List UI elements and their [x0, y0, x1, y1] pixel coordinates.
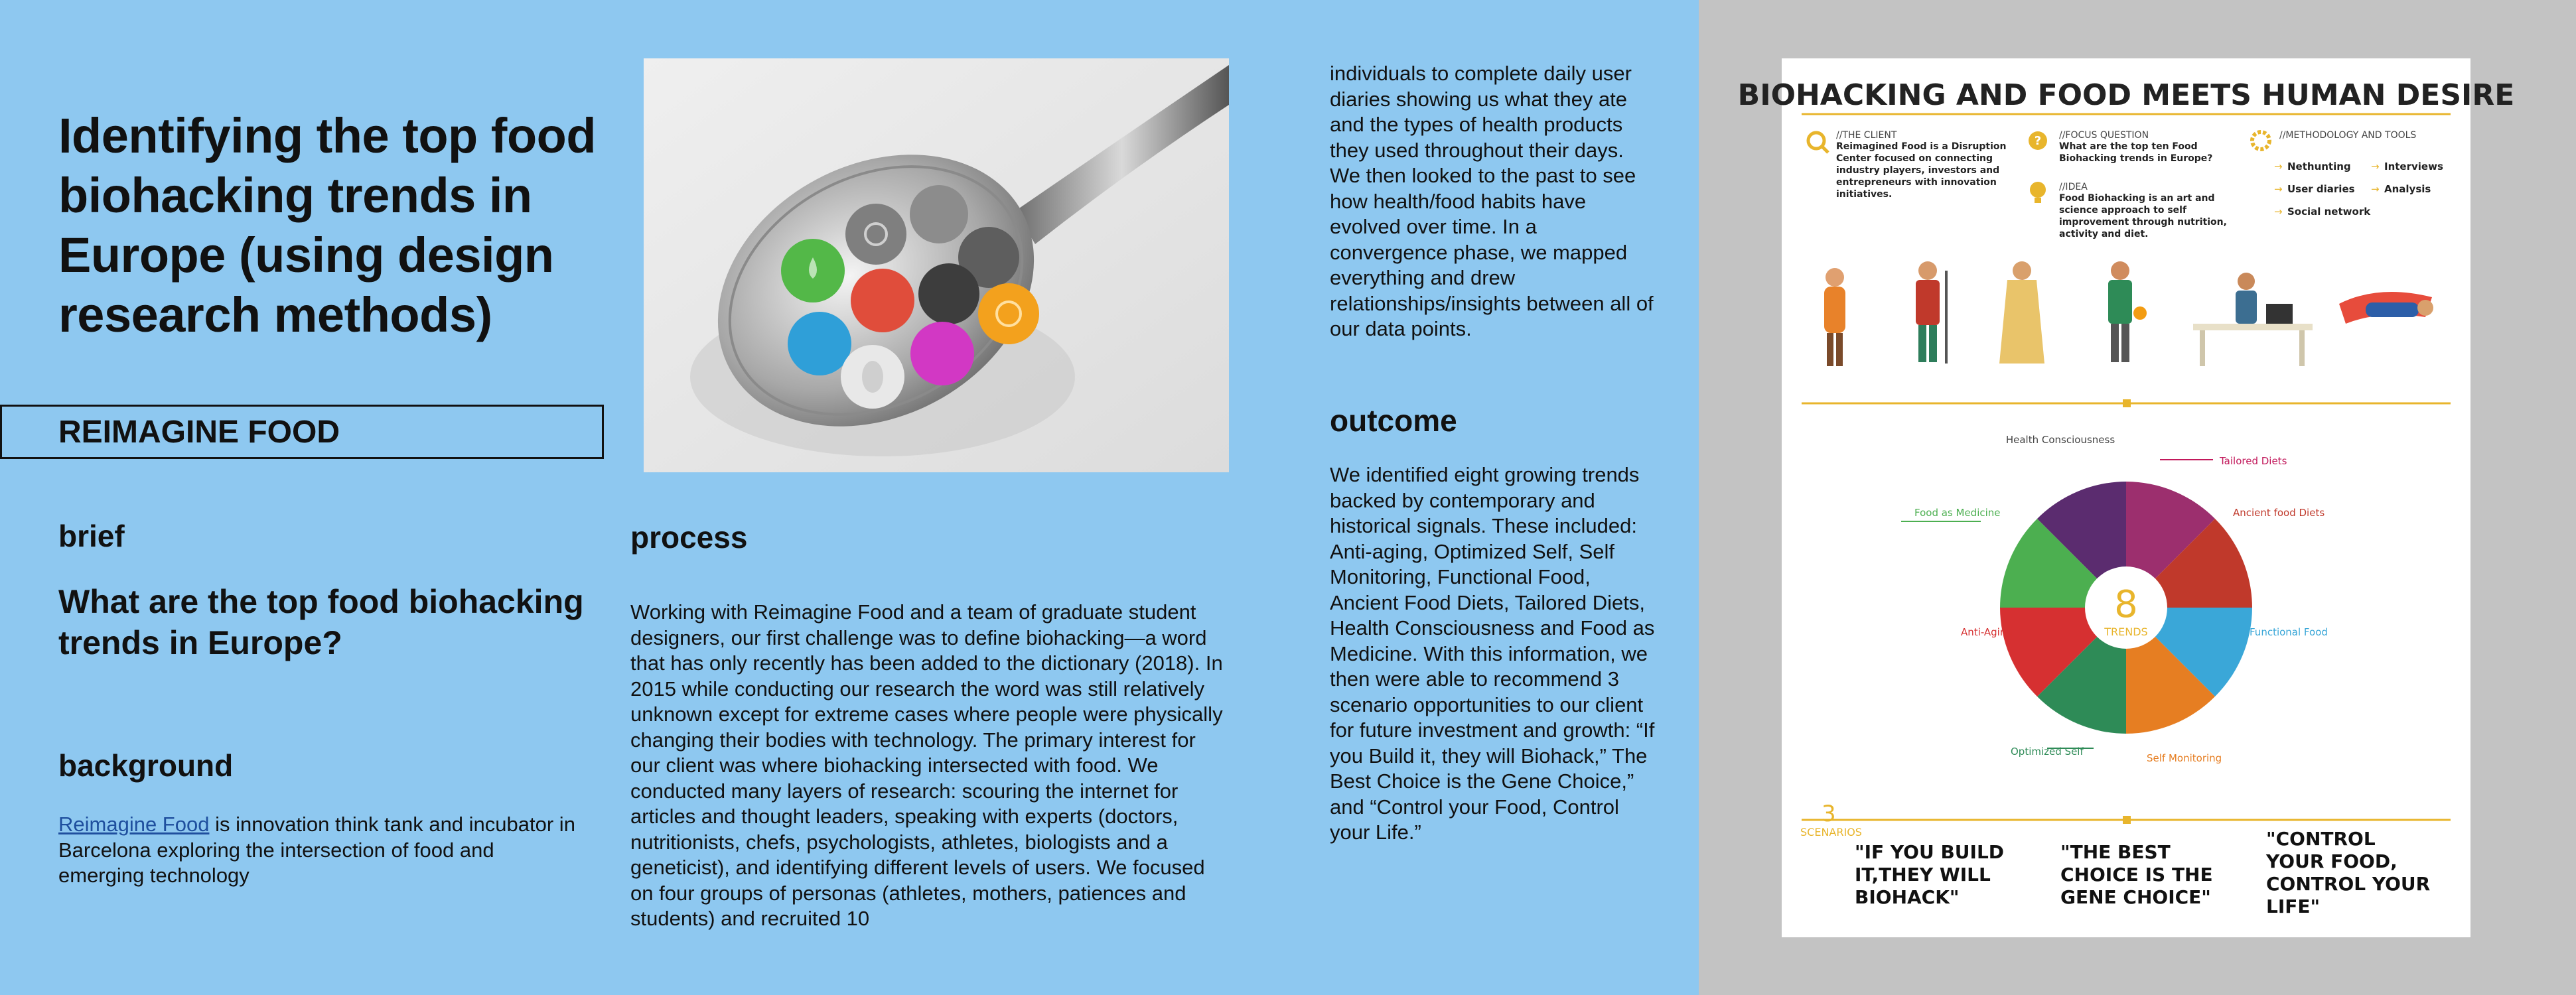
historical-figures-illustration	[1824, 261, 2433, 366]
methods-label: //METHODOLOGY AND TOOLS	[2279, 130, 2417, 141]
client-text: Reimagined Food is a Disruption Center focused on connecting industry players, investors and entrepreneurs with innovation initiatives.	[1836, 141, 2007, 200]
method-item: Nethunting	[2287, 161, 2351, 172]
trend-wheel	[2000, 482, 2252, 734]
svg-text:→: →	[2274, 206, 2283, 218]
svg-text:Functional Food: Functional Food	[2250, 626, 2328, 638]
svg-text:→: →	[2274, 161, 2283, 172]
svg-text:Anti-Aging: Anti-Aging	[1961, 626, 2013, 638]
client-label: //THE CLIENT	[1836, 130, 1897, 141]
scenarios-word: SCENARIOS	[1800, 826, 1862, 838]
focus-label: //FOCUS QUESTION	[2059, 130, 2149, 141]
svg-text:→: →	[2274, 183, 2283, 195]
svg-text:Food as Medicine: Food as Medicine	[1914, 507, 2001, 519]
svg-text:Self Monitoring: Self Monitoring	[2147, 752, 2222, 764]
outcome-text: We identified eight growing trends backed by contemporary and historical signals. These included: Anti-aging, Optimized Self, Self Monitoring, Functional Food, Ancient Food Diets, Tailored Diets, Health Consciousness and Food as Medicine. With this information, we then were able to recommend 3 scenario opportunities to our client for future investment and growth: “If you Build it, they will Biohack,” The Best Choice is the Gene Choice,” and “Control your Food, Control your Life.”	[1330, 463, 1655, 844]
page-title: Identifying the top food biohacking trends in Europe (using design research methods)	[58, 108, 597, 342]
reimagine-food-link[interactable]: Reimagine Food	[58, 813, 210, 836]
scenario-1: "IF YOU BUILD IT,THEY WILL BIOHACK"	[1855, 841, 2005, 908]
poster-methods-block	[2252, 130, 2443, 218]
svg-text:Tailored Diets: Tailored Diets	[2220, 455, 2287, 467]
background-body: is innovation think tank and incubator in Barcelona exploring the intersection of food and emerging technology	[58, 813, 575, 887]
poster-focus-block	[2029, 130, 2252, 239]
brief-heading: brief	[58, 519, 125, 553]
method-item: Interviews	[2384, 161, 2443, 172]
outcome-heading: outcome	[1330, 403, 1457, 438]
svg-text:Health Consciousness: Health Consciousness	[2005, 434, 2115, 446]
method-item: Social network	[2287, 206, 2371, 218]
svg-text:?: ?	[2034, 134, 2042, 148]
poster-client-block	[1808, 130, 2015, 214]
process-text-continued: individuals to complete daily user diaries showing us what they ate and the types of health products they used throughout their days. We then looked to the past to see how health/food habits have evolved over time. In a convergence phase, we mapped everything and drew relationships/insights between all of our data points.	[1330, 62, 1654, 340]
process-heading: process	[630, 520, 748, 555]
idea-text: Food Biohacking is an art and science approach to self improvement through nutrition, activity and diet.	[2059, 193, 2227, 239]
infographic-poster	[1737, 58, 2515, 937]
idea-label: //IDEA	[2059, 182, 2088, 192]
wheel-number: 8	[2114, 583, 2138, 626]
method-item: Analysis	[2384, 183, 2431, 195]
wheel-word: TRENDS	[2104, 626, 2148, 638]
background-heading: background	[58, 748, 234, 783]
scenario-3: "CONTROL YOUR FOOD, CONTROL YOUR LIFE"	[2266, 828, 2431, 917]
scenario-2: "THE BEST CHOICE IS THE GENE CHOICE"	[2060, 841, 2213, 908]
gear-icon	[2252, 132, 2269, 149]
background-text	[58, 812, 576, 889]
spoon-pills-image	[644, 58, 1229, 472]
focus-text: What are the top ten Food Biohacking trends in Europe?	[2059, 141, 2213, 164]
lightbulb-icon	[2030, 182, 2046, 198]
scenarios-number: 3	[1822, 801, 1836, 827]
client-name: REIMAGINE FOOD	[58, 415, 340, 450]
process-text: Working with Reimagine Food and a team of graduate student designers, our first challenge was to define biohacking—a word that has only recently has been added to the dictionary (2018). In 2015 while conducting our research the word was still relatively unknown except for extreme cases where people were physically changing their bodies with technology. The primary interest for our client was where biohacking intersected with food. We conducted many layers of research: scouring the internet for articles and thought leaders, speaking with experts (doctors, nutritionists, chefs, psychologists, athletes, biologists and a geneticist), and identifying different levels of users. We focused on four groups of personas (athletes, mothers, patiences and students) and recruited 10	[630, 600, 1223, 930]
svg-text:Optimized Self: Optimized Self	[2011, 746, 2084, 758]
svg-text:Ancient food Diets: Ancient food Diets	[2233, 507, 2325, 519]
brief-question: What are the top food biohacking trends in Europe?	[58, 583, 584, 661]
method-item: User diaries	[2287, 183, 2355, 195]
svg-text:→: →	[2371, 183, 2380, 195]
svg-text:→: →	[2371, 161, 2380, 172]
poster-title: BIOHACKING AND FOOD MEETS HUMAN DESIRE	[1737, 78, 2515, 112]
